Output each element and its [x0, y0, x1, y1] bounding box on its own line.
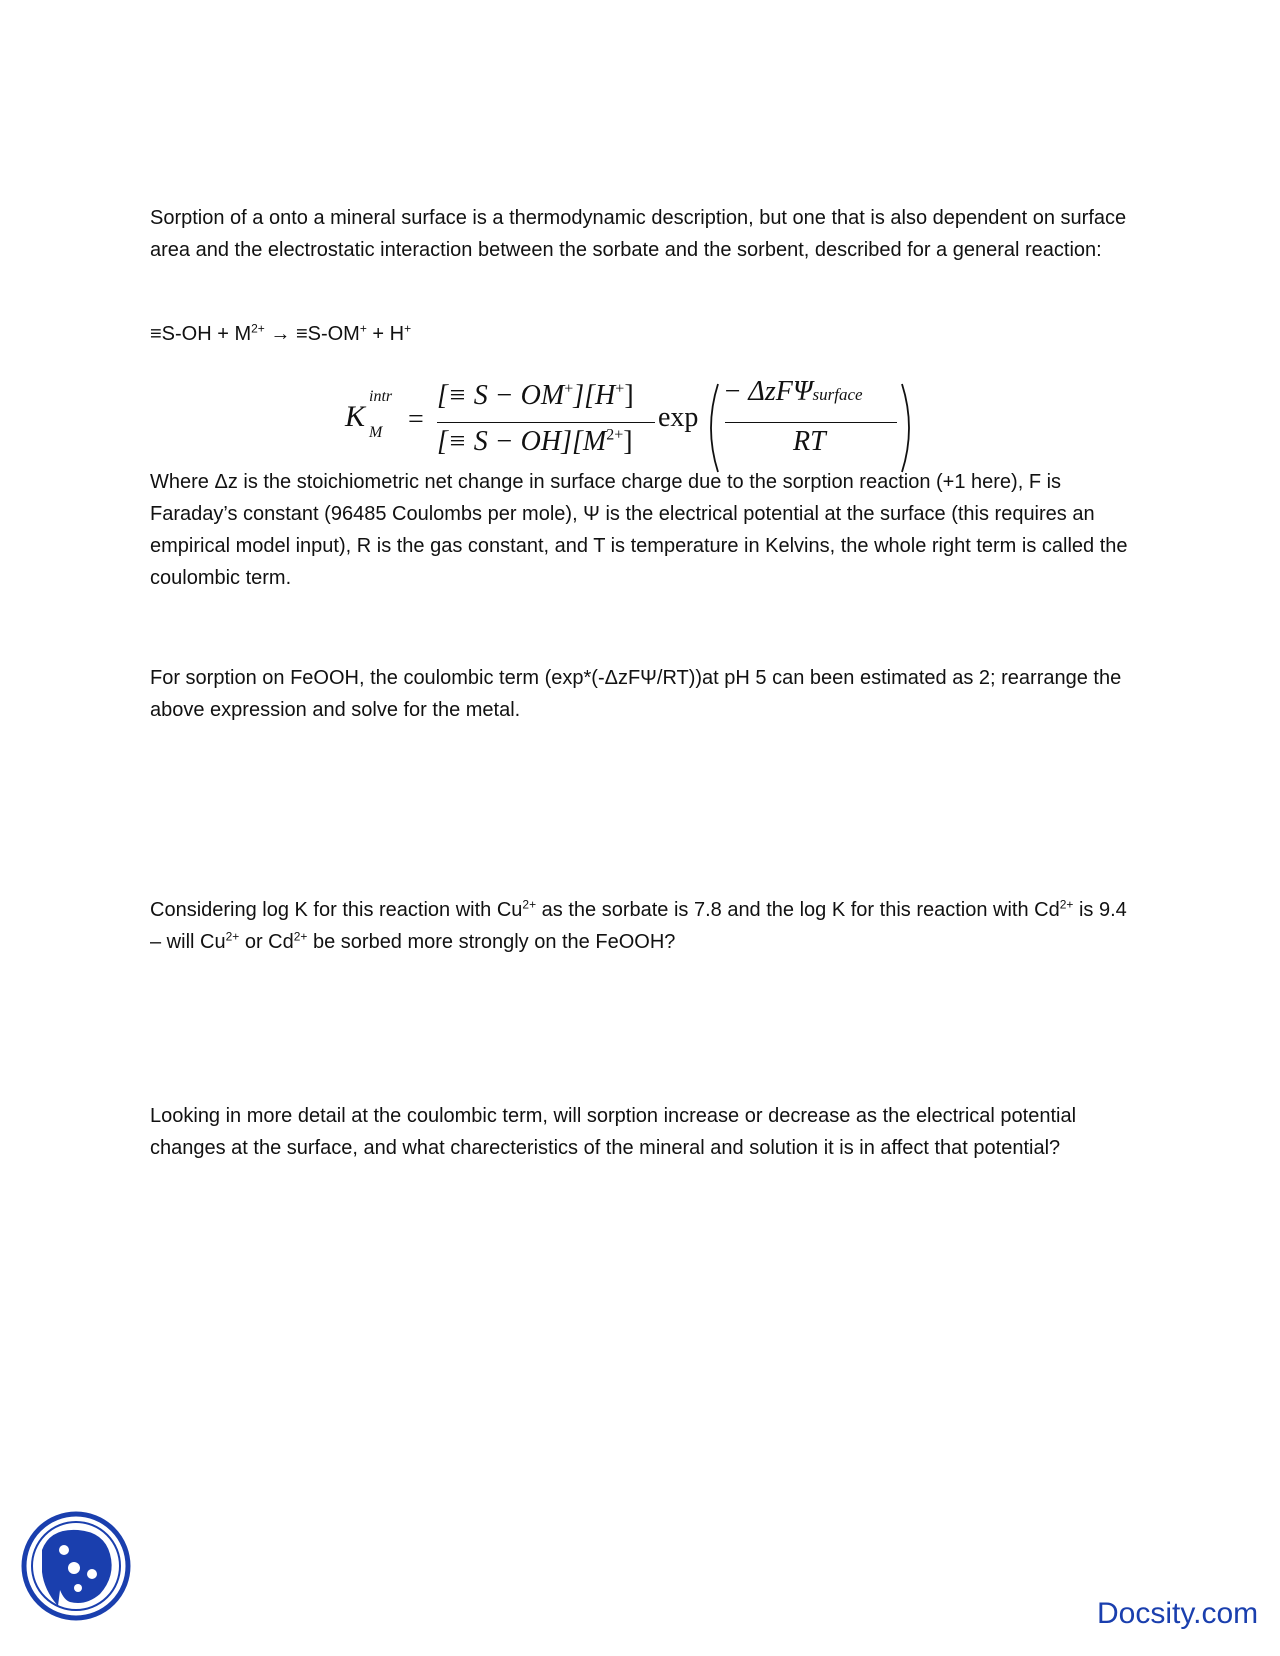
reaction-lhs-charge: 2+: [251, 321, 265, 336]
eq-k-sub: M: [369, 424, 383, 441]
reaction-rhs: ≡S-OM: [295, 323, 360, 345]
question-feooh-paragraph: For sorption on FeOOH, the coulombic term (exp*(-ΔzFΨ/RT))at pH 5 can been estimated as 2; rearrange the above expression and solve for the metal.: [150, 667, 1122, 721]
eq-k: K: [345, 400, 366, 433]
eq-fraction-bar: [437, 422, 655, 423]
exp-fraction-bar: [725, 422, 897, 423]
eq-equals: =: [408, 404, 424, 435]
exp-numerator: − ΔzFΨsurface: [723, 376, 863, 407]
docsity-logo-icon: [20, 1510, 132, 1622]
variable-definitions-paragraph: Where Δz is the stoichiometric net change in surface charge due to the sorption reaction (+1 here), F is Faraday’s constant (96485 Coulombs per mole), Ψ is the electrical potential at the surface (this requires an empirical model input), R is the gas constant, and T is temperature in Kelvins, the whole right term is called the coulombic term.: [150, 471, 1128, 589]
right-paren-icon: [898, 382, 918, 474]
exp-denominator: RT: [793, 426, 826, 457]
eq-k-sup: intr: [369, 388, 393, 405]
general-reaction: [150, 318, 411, 350]
reaction-lhs: ≡S-OH + M: [150, 323, 252, 345]
docsity-brand-link[interactable]: Docsity.com: [1097, 1597, 1259, 1630]
reaction-arrow: →: [264, 323, 296, 345]
eq-exp: exp: [658, 402, 699, 433]
eq-denominator: [≡ $S - OH][M^{2+}]$: [437, 426, 633, 457]
reaction-proton: + H: [366, 323, 405, 345]
intro-paragraph: Sorption of a onto a mineral surface is a thermodynamic description, but one that is also dependent on surface area and the electrostatic interaction between the sorbate and the sorbent, described for a general reaction:: [150, 207, 1127, 261]
reaction-proton-charge: +: [404, 321, 412, 336]
eq-numerator: [≡ S − OM+][H+]: [437, 380, 634, 411]
left-paren-icon: [702, 382, 722, 474]
reaction-rhs-charge: +: [359, 321, 367, 336]
question-coulombic-paragraph: Looking in more detail at the coulombic term, will sorption increase or decrease as the electrical potential changes at the surface, and what charecteristics of the mineral and solution it is in affect that potential?: [150, 1105, 1077, 1159]
question-cu-cd-paragraph: Considering log K for this reaction with $Cu^{2+}$ as the sorbate is 7.8 and the log K for this reaction with $Cd^{2+}$ is 9.4 – will $Cu^{2+}$ or $Cd^{2+}$ be sorbed more strongly on the FeOOH?: [150, 897, 1127, 953]
